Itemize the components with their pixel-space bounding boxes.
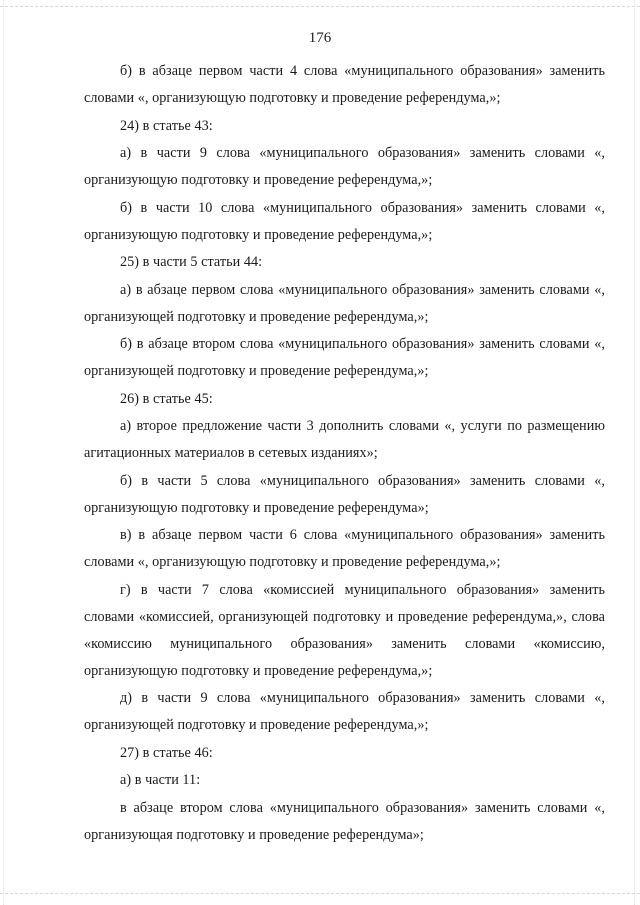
- scan-edge-right: [634, 0, 635, 905]
- paragraph: а) в части 9 слова «муниципального образования» заменить словами «, организующую подготовку и проведение референдума,»;: [84, 145, 605, 188]
- paragraph: б) в абзаце втором слова «муниципального образования» заменить словами «, организующей подготовку и проведение референдума,»;: [84, 336, 605, 379]
- paragraph: б) в части 10 слова «муниципального образования» заменить словами «, организующую подготовку и проведение референдума,»;: [84, 199, 605, 243]
- document-body: [84, 58, 605, 849]
- paragraph: г) в части 7 слова «комиссией муниципального образования» заменить словами «комиссией, организующей подготовку и проведение референдума,», слова «комиссию муниципального образования» заменить словами «комиссию, организующую подготовку и проведение референдума,»;: [84, 581, 605, 679]
- scan-edge-left: [3, 0, 4, 905]
- paragraph: д) в части 9 слова «муниципального образования» заменить словами «, организующей подготовку и проведение референдума,»;: [84, 690, 605, 733]
- paragraph: 24) в статье 43:: [120, 117, 213, 134]
- paragraph: а) в части 11:: [120, 772, 201, 788]
- paragraph: 25) в части 5 статьи 44:: [120, 254, 263, 270]
- scan-edge-top: [0, 6, 640, 7]
- paragraph: б) в абзаце первом части 4 слова «муниципального образования» заменить словами «, организующую подготовку и проведение референдума,»;: [84, 63, 605, 106]
- paragraph: 27) в статье 46:: [120, 744, 213, 761]
- paragraph: 26) в статье 45:: [120, 390, 213, 407]
- paragraph: в) в абзаце первом части 6 слова «муниципального образования» заменить словами «, организующую подготовку и проведение референдума,»;: [84, 527, 605, 570]
- paragraph: а) второе предложение части 3 дополнить словами «, услуги по размещению агитационных материалов в сетевых изданиях»;: [84, 418, 605, 461]
- paragraph: а) в абзаце первом слова «муниципального образования» заменить словами «, организующей подготовку и проведение референдума,»;: [84, 281, 605, 325]
- paragraph: в абзаце втором слова «муниципального образования» заменить словами «, организующая подготовку и проведение референдума»;: [84, 799, 605, 843]
- page-number: 176: [308, 30, 332, 46]
- paragraph: б) в части 5 слова «муниципального образования» заменить словами «, организующую подготовку и проведение референдума»;: [84, 472, 605, 516]
- scan-edge-bottom: [0, 893, 640, 894]
